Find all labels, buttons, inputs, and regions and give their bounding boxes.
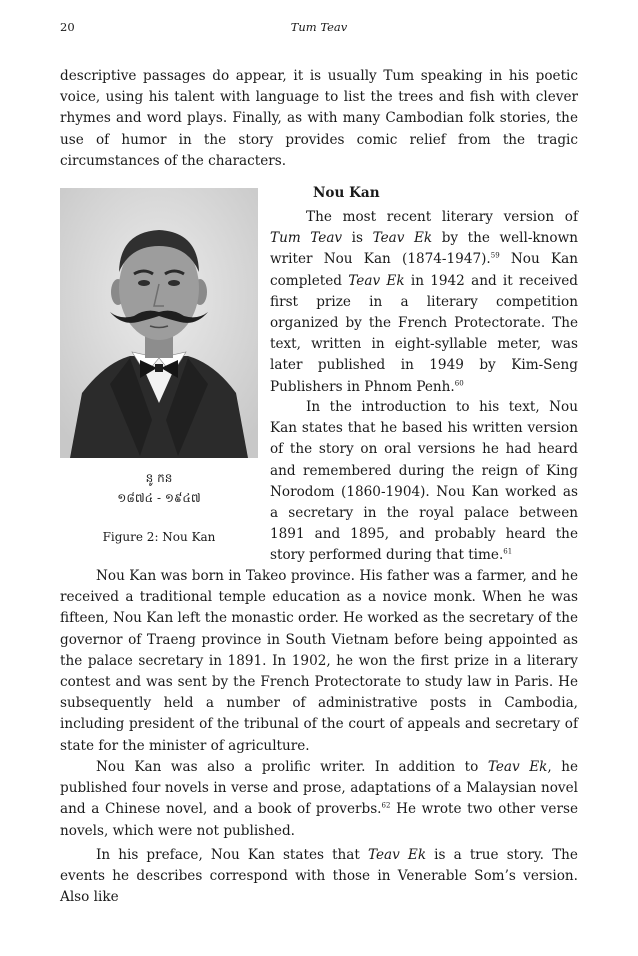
running-title: Tum Teav [290,20,348,34]
footnote-ref: 62 [381,801,391,810]
text-run: He wrote two other verse novels, which were not published. [60,801,578,839]
right-column-paragraph-2 [270,397,578,567]
book-title: Teav Ek [487,759,548,775]
text-run: is [342,230,373,247]
text-run: The most recent literary version of [306,209,578,225]
portrait-figure [60,188,258,528]
footnote-ref: 60 [454,379,464,388]
right-column-paragraph-1 [270,207,578,398]
text-run: In his preface, Nou Kan states that [96,847,368,863]
page-header [60,20,578,36]
text-run: by the well-known writer Nou Kan (1874-1947). [270,230,579,268]
book-title: Teav Ek [372,230,433,247]
khmer-dates-label: ១៨៧៤ - ១៩៤៧ [117,491,201,505]
book-title: Teav Ek [348,272,405,289]
text-run: in 1942 and it received first prize in a literary competition organized by the French Protectorate. The text, written in eight-syllable meter, was later published in 1949 by Kim-Seng Publishers in Phnom Penh. [270,272,578,395]
book-title: Teav Ek [367,847,427,863]
figure-caption: Figure 2: Nou Kan [102,530,216,544]
footnote-ref: 61 [503,547,513,556]
text-run: In the introduction to his text, Nou Kan states that he based his written version of the story on oral versions he had heard and remembered during the reign of King Norodom (1860-1904). Nou Kan worked as a secretary in the royal palace between 1891 and 1895, and probably heard the story performed during that time. [270,399,578,564]
intro-paragraph: descriptive passages do appear, it is usually Tum speaking in his poetic voice, using his talent with language to list the trees and fish with clever rhymes and word plays. Finally, as with many Cambodian folk stories, the use of humor in the story provides comic relief from the tragic circumstances of the characters. [60,68,578,169]
text-run: Nou Kan was also a prolific writer. In addition to [96,759,488,775]
text-run: Nou Kan completed [270,251,578,289]
text-run: is a true story. The events he describes correspond with those in Venerable Som’s version. Also like [60,847,578,906]
khmer-name-label: នូ កន [145,471,173,485]
section-heading: Nou Kan [313,185,380,201]
page-number: 20 [60,20,75,34]
biography-paragraph: Nou Kan was born in Takeo province. His father was a farmer, and he received a traditional temple education as a novice monk. When he was fifteen, Nou Kan left the monastic order. He worked as the secretary of the governor of Traeng province in South Vietnam before being appointed as the palace secretary in 1891. In 1902, he won the first prize in a literary contest and was sent by the French Protectorate to study law in Paris. He subsequently held a number of administrative posts in Cambodia, including president of the tribunal of the court of appeals and secretary of state for the minister of agriculture. [60,568,578,754]
footnote-ref: 59 [490,251,500,260]
book-title: Tum Teav [270,230,343,247]
preface-paragraph [60,845,578,909]
text-run: , he published four novels in verse and prose, adaptations of a Malaysian novel and a Chinese novel, and a book of proverbs. [60,759,578,818]
writer-paragraph [60,757,578,842]
